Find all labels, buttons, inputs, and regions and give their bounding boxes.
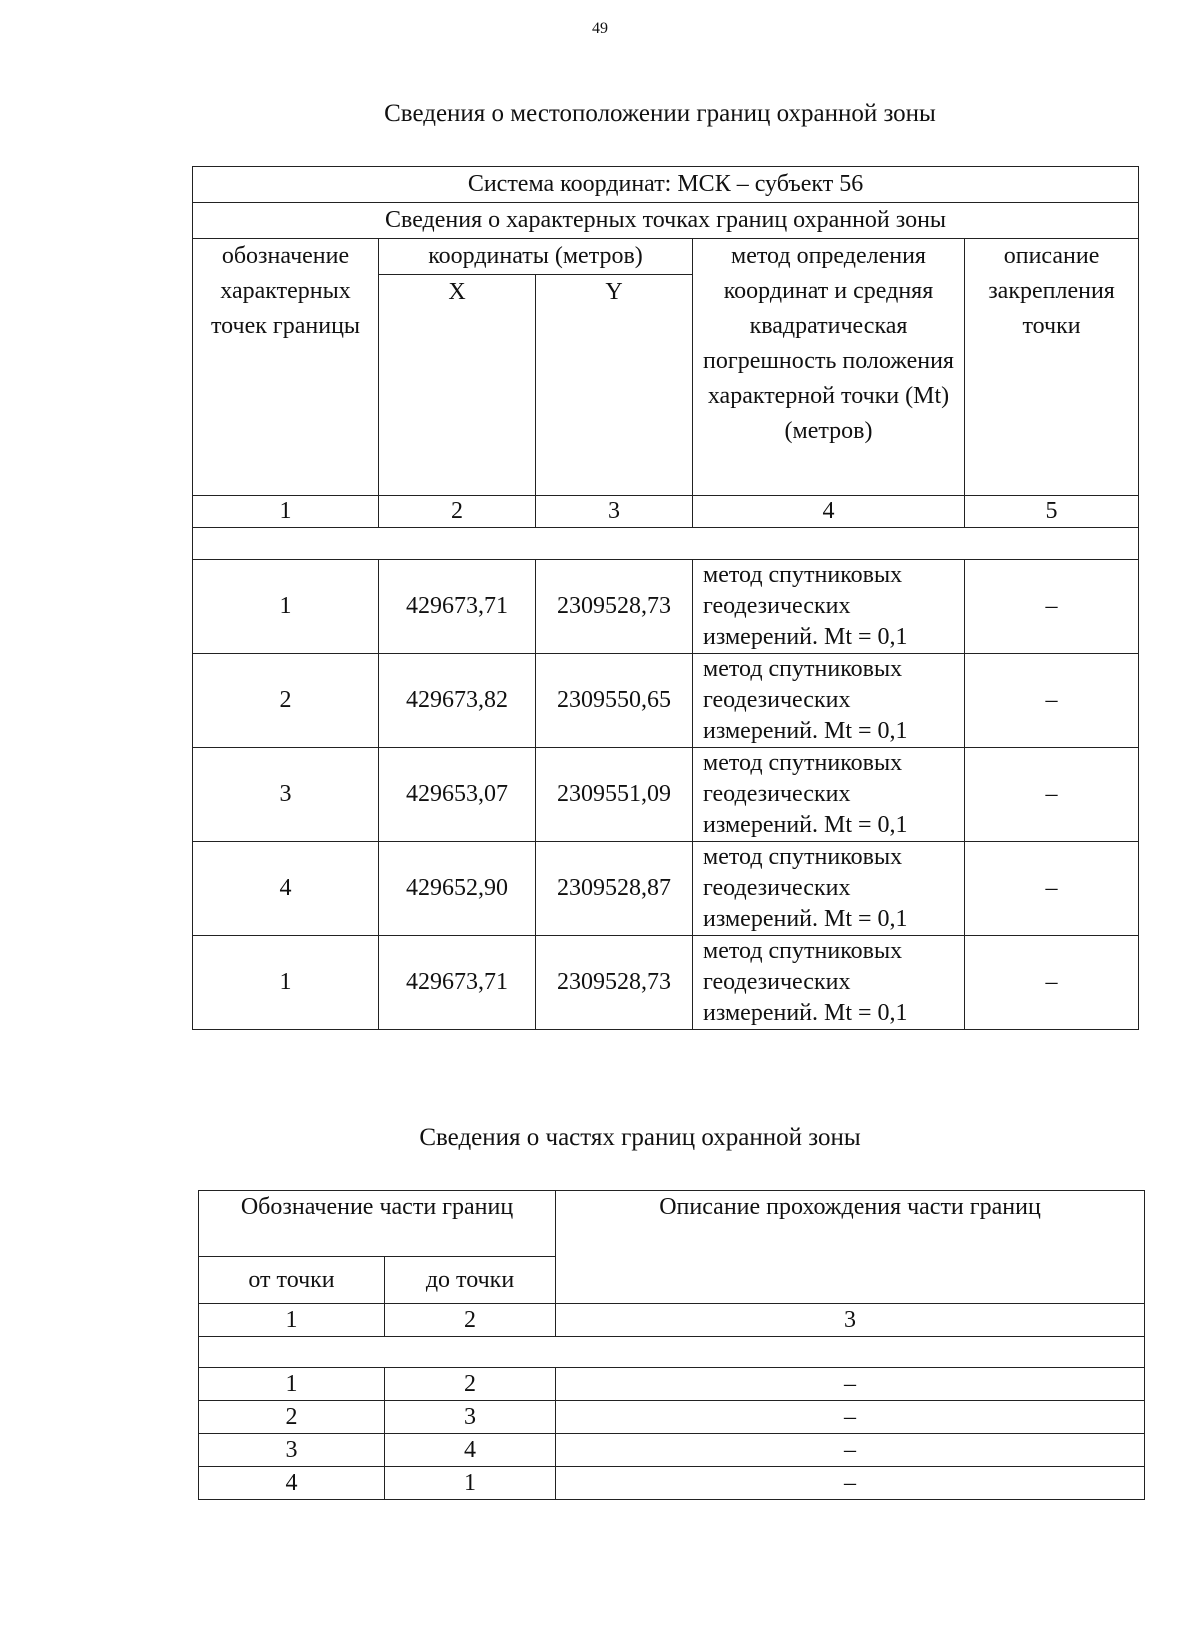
header-fixing-description: описание закрепления точки	[965, 239, 1139, 496]
y-cell: 2309528,73	[536, 560, 693, 654]
table-row	[193, 748, 1139, 842]
x-cell: 429673,71	[379, 560, 536, 654]
table-row	[199, 1467, 1145, 1500]
column-number: 1	[199, 1304, 385, 1337]
x-cell: 429653,07	[379, 748, 536, 842]
column-number: 5	[965, 496, 1139, 528]
y-cell: 2309528,73	[536, 936, 693, 1030]
point-cell: 3	[193, 748, 379, 842]
y-cell: 2309550,65	[536, 654, 693, 748]
table-row	[193, 936, 1139, 1030]
desc-cell: –	[965, 654, 1139, 748]
section-title-boundaries: Сведения о местоположении границ охранной зоны	[384, 100, 936, 127]
desc-cell: –	[965, 748, 1139, 842]
header-x: X	[379, 275, 536, 496]
section-title-parts: Сведения о частях границ охранной зоны	[419, 1124, 861, 1151]
blank-row	[193, 528, 1139, 560]
x-cell: 429673,71	[379, 936, 536, 1030]
boundary-points-table	[192, 166, 1139, 1030]
to-cell: 1	[385, 1467, 556, 1500]
x-cell: 429652,90	[379, 842, 536, 936]
point-cell: 2	[193, 654, 379, 748]
table-row	[193, 842, 1139, 936]
header-coordinates: координаты (метров)	[379, 239, 693, 275]
table-row	[199, 1401, 1145, 1434]
header-point-designation: обозначение характерных точек границы	[193, 239, 379, 496]
boundary-parts-table	[198, 1190, 1145, 1500]
coordinate-system-cell: Система координат: МСК – субъект 56	[193, 167, 1139, 203]
desc-cell: –	[965, 560, 1139, 654]
from-cell: 4	[199, 1467, 385, 1500]
point-cell: 4	[193, 842, 379, 936]
header-to-point: до точки	[385, 1257, 556, 1304]
header-part-description: Описание прохождения части границ	[556, 1191, 1145, 1304]
method-cell: метод спутниковых геодезических измерений. Mt = 0,1	[693, 560, 965, 654]
header-y: Y	[536, 275, 693, 496]
table-row	[199, 1368, 1145, 1401]
column-number: 4	[693, 496, 965, 528]
header-from-point: от точки	[199, 1257, 385, 1304]
y-cell: 2309528,87	[536, 842, 693, 936]
column-number: 2	[385, 1304, 556, 1337]
method-cell: метод спутниковых геодезических измерений. Mt = 0,1	[693, 654, 965, 748]
method-cell: метод спутниковых геодезических измерений. Mt = 0,1	[693, 748, 965, 842]
desc-cell: –	[556, 1434, 1145, 1467]
from-cell: 1	[199, 1368, 385, 1401]
blank-row	[199, 1337, 1145, 1368]
column-number: 1	[193, 496, 379, 528]
header-method: метод определения координат и средняя квадратическая погрешность положения характерной точки (Mt) (метров)	[693, 239, 965, 496]
header-part-designation: Обозначение части границ	[199, 1191, 556, 1257]
table-row	[193, 560, 1139, 654]
table-subtitle: Сведения о характерных точках границ охранной зоны	[193, 203, 1139, 239]
point-cell: 1	[193, 560, 379, 654]
from-cell: 3	[199, 1434, 385, 1467]
table-row	[199, 1434, 1145, 1467]
column-number: 2	[379, 496, 536, 528]
column-number: 3	[556, 1304, 1145, 1337]
method-cell: метод спутниковых геодезических измерений. Mt = 0,1	[693, 936, 965, 1030]
desc-cell: –	[556, 1368, 1145, 1401]
page-number: 49	[592, 20, 608, 37]
y-cell: 2309551,09	[536, 748, 693, 842]
point-cell: 1	[193, 936, 379, 1030]
to-cell: 2	[385, 1368, 556, 1401]
to-cell: 4	[385, 1434, 556, 1467]
from-cell: 2	[199, 1401, 385, 1434]
desc-cell: –	[556, 1401, 1145, 1434]
column-number: 3	[536, 496, 693, 528]
to-cell: 3	[385, 1401, 556, 1434]
method-cell: метод спутниковых геодезических измерений. Mt = 0,1	[693, 842, 965, 936]
x-cell: 429673,82	[379, 654, 536, 748]
table-row	[193, 654, 1139, 748]
desc-cell: –	[965, 842, 1139, 936]
desc-cell: –	[556, 1467, 1145, 1500]
desc-cell: –	[965, 936, 1139, 1030]
